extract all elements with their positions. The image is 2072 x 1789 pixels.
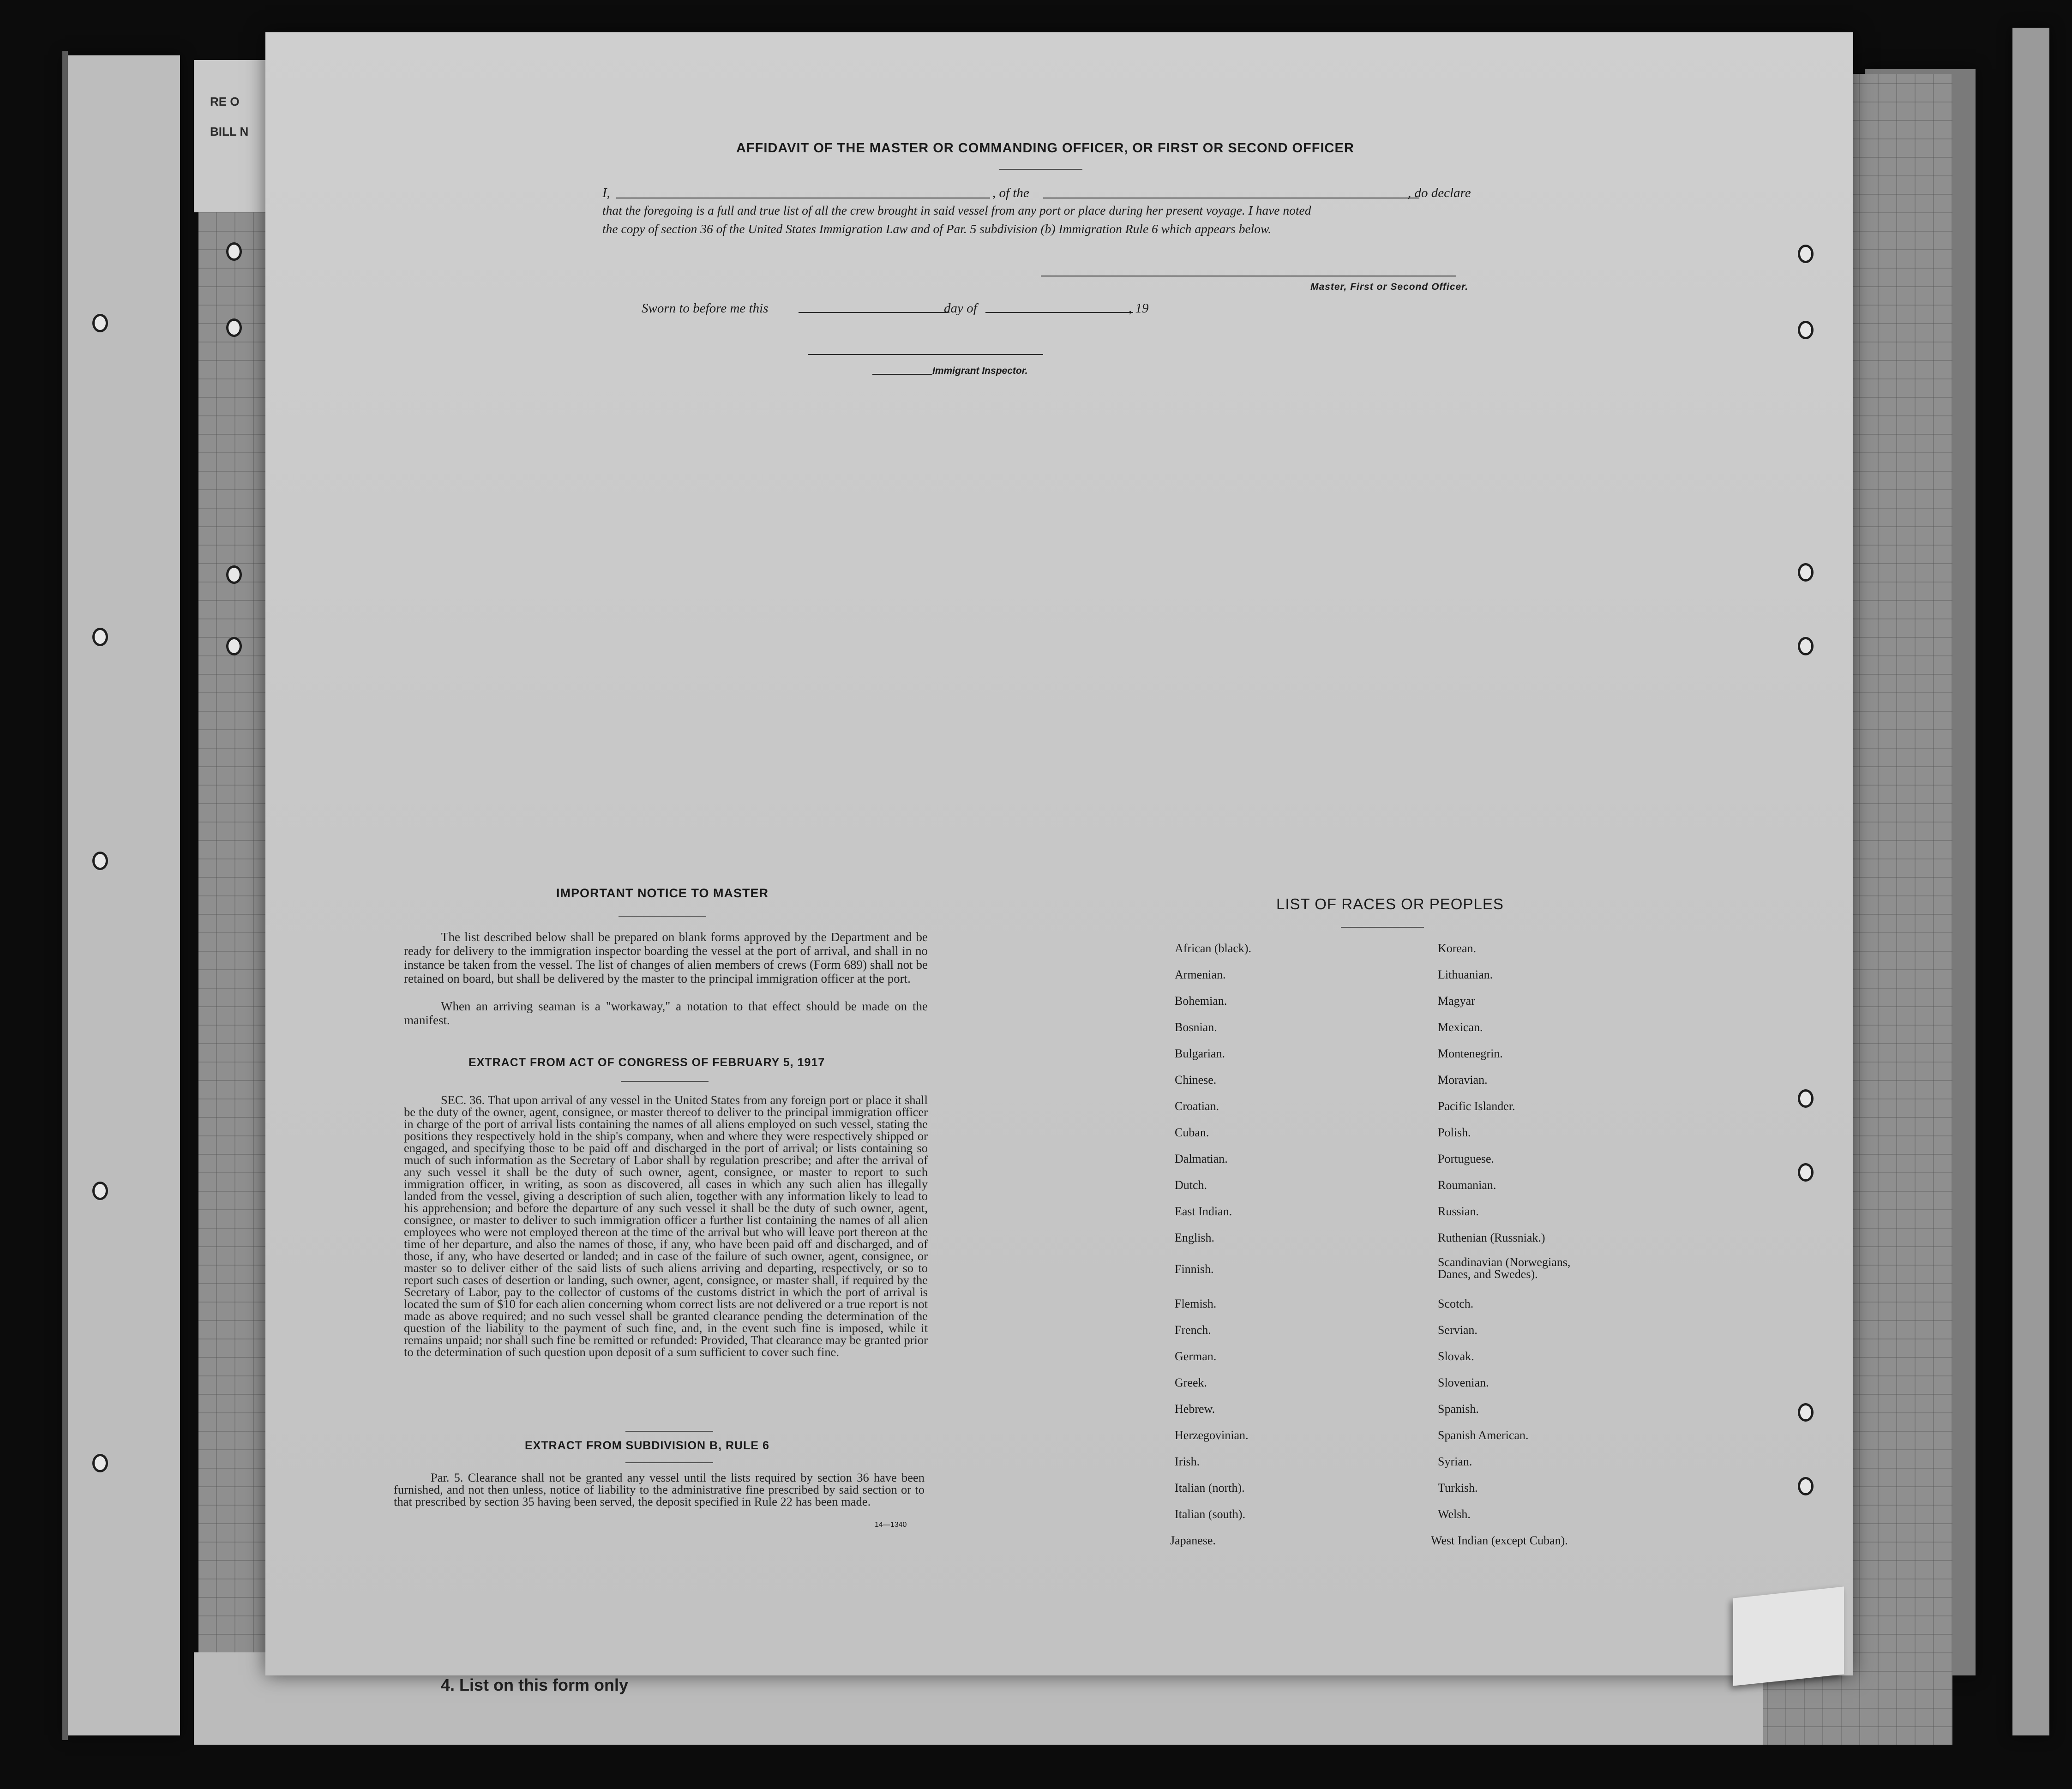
race-right-item: Moravian. [1438,1073,1488,1087]
race-left-item: French. [1175,1323,1211,1337]
race-left-item: German. [1175,1350,1217,1363]
left-binder-edge [62,51,68,1740]
race-right-item: Lithuanian. [1438,968,1493,981]
binder-hole [92,314,108,332]
sworn-text: Sworn to before me this [642,301,769,316]
binder-hole [92,628,108,646]
heading-divider [999,169,1082,170]
race-right-item: Turkish. [1438,1481,1478,1495]
binder-hole [226,318,242,337]
race-right-item: Servian. [1438,1323,1477,1337]
extract-rule-divider [625,1462,713,1463]
race-right-item: Slovenian. [1438,1376,1489,1389]
race-left-item: East Indian. [1175,1205,1232,1218]
binder-hole [226,637,242,655]
race-left-item: Italian (south). [1175,1507,1246,1521]
race-left-item: Japanese. [1170,1534,1216,1547]
underlying-footer-text: 4. List on this form only [441,1675,629,1694]
race-right-item: Magyar [1438,994,1475,1008]
inspector-signature-line [808,354,1043,355]
race-right-item: West Indian (except Cuban). [1431,1534,1568,1547]
sheet-hole [1798,245,1814,263]
race-right-item: Korean. [1438,942,1477,955]
race-left-item: Finnish. [1175,1262,1214,1276]
binder-hole [92,1454,108,1472]
race-left-item: Hebrew. [1175,1402,1215,1416]
race-left-item: Greek. [1175,1376,1207,1389]
race-right-item: Scotch. [1438,1297,1474,1310]
declaration-line-2: that the foregoing is a full and true list of all the crew brought in said vessel from any port or place during her present voyage. I have noted [602,203,1311,217]
notice-paragraph-1: The list described below shall be prepared on blank forms approved by the Department and be ready for delivery to the immigration inspector boarding the vessel at the port of arrival, and shall in no instance be taken from the vessel. The list of changes of alien members of crews (Form 689) shall not be retained on board, but shall be delivered by the master to the principal immigration officer at the port. [404,930,928,985]
race-left-item: Chinese. [1175,1073,1217,1087]
left-binder-sheet [65,55,180,1735]
race-left-item: Irish. [1175,1455,1200,1468]
binder-hole [92,1182,108,1200]
inspector-caption: Immigrant Inspector. [932,366,1028,376]
right-binder-sheet [2012,28,2049,1735]
race-left-item: Bulgarian. [1175,1047,1225,1060]
binder-hole [226,242,242,261]
sheet-hole [1798,637,1814,655]
form-number: 14—1340 [875,1521,907,1529]
race-left-item: Armenian. [1175,968,1226,981]
race-left-item: Flemish. [1175,1297,1217,1310]
race-left-item: English. [1175,1231,1214,1244]
race-left-item: Bosnian. [1175,1021,1217,1034]
race-right-item: Slovak. [1438,1350,1474,1363]
declaration-declare: , do declare [1408,186,1471,200]
affidavit-document-sheet [265,32,1853,1675]
race-left-item: Dutch. [1175,1178,1207,1192]
sheet-hole [1798,563,1814,582]
race-right-item: Montenegrin. [1438,1047,1503,1060]
extract-rule-body: Par. 5. Clearance shall not be granted any vessel until the lists required by section 36 have been furnished, and not then unless, notice of liability to the administrative fine prescribed by said section or to that prescribed by section 35 having been served, the deposit specified in Rule 22 has been made. [394,1471,925,1508]
race-left-item: Cuban. [1175,1126,1209,1139]
binder-hole [92,852,108,870]
folded-corner [1733,1586,1844,1686]
race-left-item: Italian (north). [1175,1481,1245,1495]
sheet-hole [1798,1403,1814,1422]
race-right-item: Russian. [1438,1205,1479,1218]
races-heading: LIST OF RACES OR PEOPLES [1276,895,1504,913]
signature-caption: Master, First or Second Officer. [1310,282,1469,292]
races-divider [1341,927,1424,928]
extract-act-divider [621,1081,709,1082]
race-left-item: Herzegovinian. [1175,1429,1249,1442]
extract-rule-divider-top [625,1431,713,1432]
race-right-item: Roumanian. [1438,1178,1496,1192]
sheet-hole [1798,1089,1814,1108]
binder-hole [226,565,242,584]
sworn-day-of: day of [944,301,977,316]
notice-heading: IMPORTANT NOTICE TO MASTER [556,886,769,900]
race-left-item: Croatian. [1175,1099,1219,1113]
extract-rule-heading: EXTRACT FROM SUBDIVISION B, RULE 6 [525,1439,769,1452]
sworn-month-blank [985,312,1133,313]
affidavit-heading: AFFIDAVIT OF THE MASTER OR COMMANDING OFFICER, OR FIRST OR SECOND OFFICER [736,141,1354,156]
notice-paragraph-2: When an arriving seaman is a "workaway," a notation to that effect should be made on the manifest. [404,999,928,1027]
sworn-day-blank [799,312,949,313]
race-left-item: African (black). [1175,942,1252,955]
race-right-item: Mexican. [1438,1021,1483,1034]
race-left-item: Dalmatian. [1175,1152,1228,1165]
declaration-of-the: , of the [992,186,1029,200]
sheet-hole [1798,1163,1814,1182]
sheet-hole [1798,1477,1814,1495]
race-right-item: Welsh. [1438,1507,1471,1521]
race-right-item: Syrian. [1438,1455,1472,1468]
inspector-short-line [872,374,932,375]
race-right-item: Ruthenian (Russniak.) [1438,1231,1545,1244]
tab-line-2: BILL N [210,125,249,138]
race-right-item: Scandinavian (Norwegians, Danes, and Swedes). [1438,1255,1571,1281]
notice-divider [619,916,706,917]
race-right-item: Portuguese. [1438,1152,1495,1165]
extract-act-body: SEC. 36. That upon arrival of any vessel in the United States from any foreign port or place it shall be the duty of the owner, agent, consignee, or master thereof to deliver to the principal immigration officer in charge of the port of arrival lists containing the names of all aliens employed on such vessel, stating the positions they respectively hold in the ship's company, when and where they were respectively shipped or engaged, and specifying those to be paid off and discharged in the port of arrival; or lists containing so much of such information as the Secretary of Labor shall by regulation prescribe; and after the arrival of any such vessel it shall be the duty of such owner, agent, consignee, or master to report to such immigration officer, in writing, as soon as discovered, all cases in which any such alien has illegally landed from the vessel, giving a description of such alien, together with any information likely to lead to his apprehension; and before the departure of any such vessel it shall be the duty of such owner, agent, consignee, or master to deliver to such immigration officer a further list containing the names of all alien employees who were not employed thereon at the time of the arrival but who will leave port thereon at the time of her departure, and also the names of those, if any, who have been paid off and discharged, and of those, if any, who have deserted or landed; and in case of the failure of such owner, agent, consignee, or master so to deliver either of the said lists of such aliens arriving and departing, respectively, or so to report such cases of desertion or landing, such owner, agent, consignee, or master shall, if required by the Secretary of Labor, pay to the collector of customs of the customs district in which the port of arrival is located the sum of $10 for each alien concerning whom correct lists are not delivered or a true report is not made as above required; and no such vessel shall be granted clearance pending the determination of the question of the liability to the payment of such fine, and, in the event such fine is imposed, while it remains unpaid; nor shall such fine be remitted or refunded: Provided, That clearance may be granted prior to the determination of such question upon deposit of a sum sufficient to cover such fine. [404,1093,928,1359]
tab-line-1: RE O [210,95,240,108]
race-right-item: Polish. [1438,1126,1471,1139]
declaration-line-3: the copy of section 36 of the United States Immigration Law and of Par. 5 subdivision (b) Immigration Rule 6 which appears below. [602,222,1272,236]
extract-act-heading: EXTRACT FROM ACT OF CONGRESS OF FEBRUARY 5, 1917 [468,1056,825,1069]
race-left-item: Bohemian. [1175,994,1227,1008]
sworn-year: , 19 [1129,301,1149,316]
race-right-item: Spanish American. [1438,1429,1529,1442]
race-right-item: Pacific Islander. [1438,1099,1515,1113]
declaration-i: I, [602,186,610,200]
race-right-item: Spanish. [1438,1402,1479,1416]
sheet-hole [1798,321,1814,339]
